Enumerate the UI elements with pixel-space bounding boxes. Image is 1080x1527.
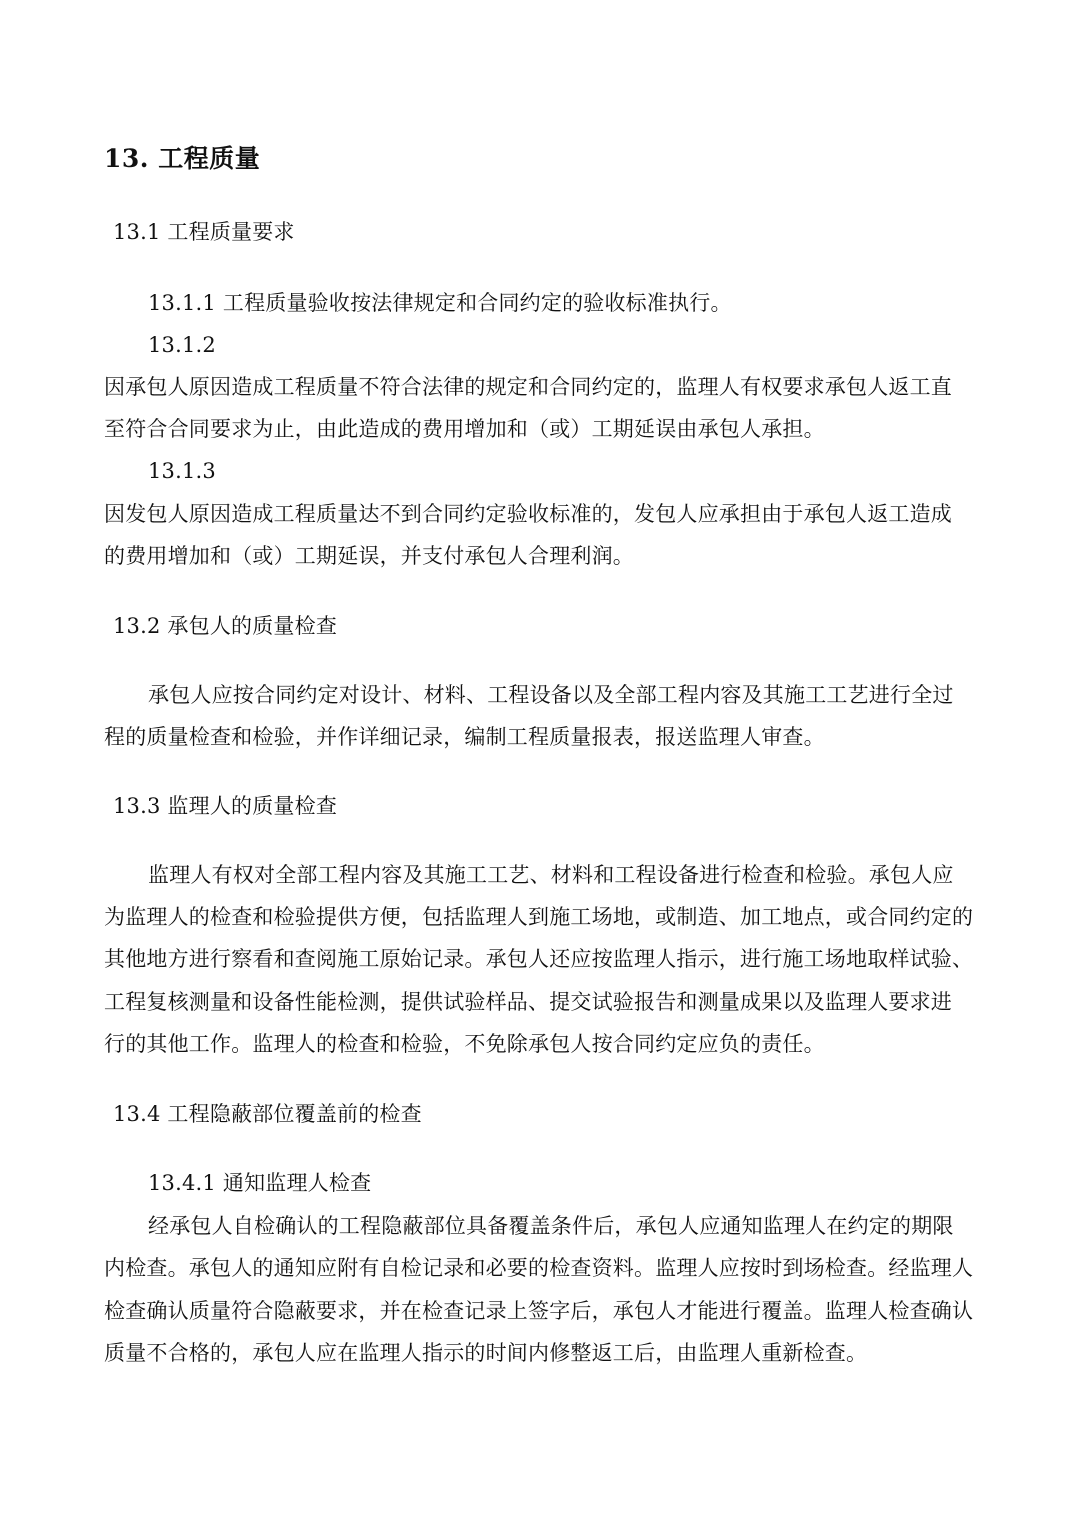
chapter-title: 13. 工程质量 — [104, 144, 261, 173]
clause-13-1-3-line-1: 因发包人原因造成工程质量达不到合同约定验收标准的，发包人应承担由于承包人返工造成 — [104, 502, 952, 526]
section-13-3-line-4: 工程复核测量和设备性能检测，提供试验样品、提交试验报告和测量成果以及监理人要求进 — [104, 990, 952, 1014]
section-heading-13-3: 13.3 监理人的质量检查 — [113, 794, 338, 818]
section-13-2-line-1: 承包人应按合同约定对设计、材料、工程设备以及全部工程内容及其施工工艺进行全过 — [148, 683, 954, 707]
section-13-3-line-5: 行的其他工作。监理人的检查和检验，不免除承包人按合同约定应负的责任。 — [104, 1032, 825, 1056]
section-13-3-line-1: 监理人有权对全部工程内容及其施工工艺、材料和工程设备进行检查和检验。承包人应 — [148, 863, 954, 887]
section-13-3-line-3: 其他地方进行察看和查阅施工原始记录。承包人还应按监理人指示，进行施工场地取样试验、 — [104, 947, 974, 971]
clause-13-1-3-line-2: 的费用增加和（或）工期延误，并支付承包人合理利润。 — [104, 544, 634, 568]
section-heading-13-4: 13.4 工程隐蔽部位覆盖前的检查 — [113, 1102, 422, 1126]
section-heading-13-1: 13.1 工程质量要求 — [113, 220, 295, 244]
section-13-3-line-2: 为监理人的检查和检验提供方便，包括监理人到施工场地，或制造、加工地点，或合同约定的 — [104, 905, 974, 929]
section-13-4-line-1: 经承包人自检确认的工程隐蔽部位具备覆盖条件后，承包人应通知监理人在约定的期限 — [148, 1214, 954, 1238]
clause-13-1-1: 13.1.1 工程质量验收按法律规定和合同约定的验收标准执行。 — [148, 291, 732, 315]
clause-13-1-3-number: 13.1.3 — [148, 459, 216, 483]
clause-13-1-2-line-2: 至符合合同要求为止，由此造成的费用增加和（或）工期延误由承包人承担。 — [104, 417, 825, 441]
section-13-2-line-2: 程的质量检查和检验，并作详细记录，编制工程质量报表，报送监理人审查。 — [104, 725, 825, 749]
section-heading-13-2: 13.2 承包人的质量检查 — [113, 614, 338, 638]
section-13-4-line-2: 内检查。承包人的通知应附有自检记录和必要的检查资料。监理人应按时到场检查。经监理人 — [104, 1256, 974, 1280]
section-13-4-line-3: 检查确认质量符合隐蔽要求，并在检查记录上签字后，承包人才能进行覆盖。监理人检查确认 — [104, 1299, 974, 1323]
clause-13-1-2-line-1: 因承包人原因造成工程质量不符合法律的规定和合同约定的，监理人有权要求承包人返工直 — [104, 375, 952, 399]
clause-13-4-1-heading: 13.4.1 通知监理人检查 — [148, 1171, 372, 1195]
section-13-4-line-4: 质量不合格的，承包人应在监理人指示的时间内修整返工后，由监理人重新检查。 — [104, 1341, 868, 1365]
clause-13-1-2-number: 13.1.2 — [148, 333, 216, 357]
